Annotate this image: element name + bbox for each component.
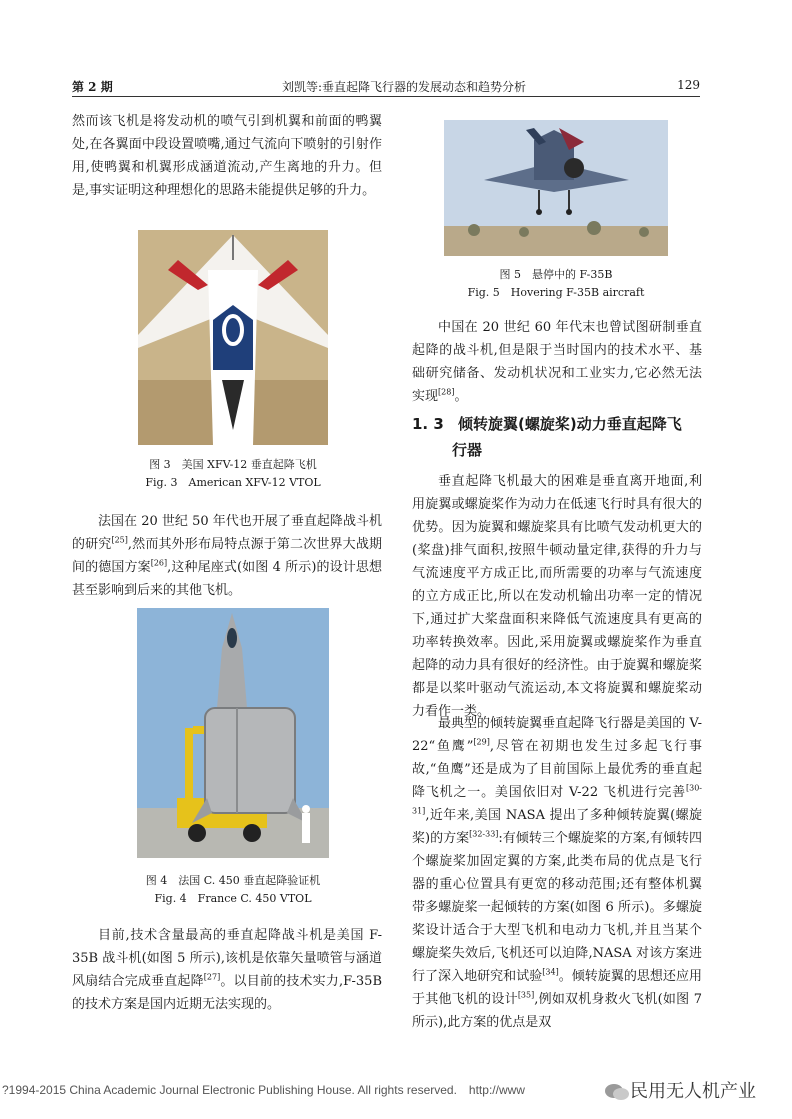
section-title: 行器 bbox=[452, 441, 483, 459]
citation: [27] bbox=[203, 972, 221, 982]
citation: [29] bbox=[473, 737, 490, 747]
left-paragraph-1 bbox=[72, 110, 382, 202]
paragraph-text: 目前,技术含量最高的垂直起降战斗机是美国 F-35B 战斗机(如图 5 所示),该机是依靠矢量喷管与涵道风扇结合完成垂直起降 bbox=[72, 928, 382, 989]
section-title: 倾转旋翼(螺旋桨)动力垂直起降飞 bbox=[458, 415, 682, 433]
caption-en: Fig. 4 France C. 450 VTOL bbox=[154, 892, 312, 905]
paragraph-text: 然而该飞机是将发动机的喷气引到机翼和前面的鸭翼处,在各翼面中段设置喷嘴,通过气流向下喷射的引射作用,使鸭翼和机翼形成涵道流动,产生离地的升力。但是,事实证明这种理想化的思路未能提供足够的升力。 bbox=[72, 114, 382, 198]
left-paragraph-2 bbox=[72, 510, 382, 602]
right-paragraph-2 bbox=[412, 470, 702, 723]
paragraph-text: 中国在 20 世纪 60 年代末也曾试图研制垂直起降的战斗机,但是限于当时国内的技术水平、基础研究储备、发动机状况和工业实力,它必然无法实现 bbox=[412, 320, 702, 404]
section-number: 1. 3 bbox=[412, 415, 444, 433]
paragraph-text: 。以目前的技术实力,F-35B 的技术方案是国内近期无法实现的。 bbox=[72, 974, 382, 1012]
paragraph-text: 最典型的倾转旋翼垂直起降飞行器是美国的 V-22“鱼鹰” bbox=[412, 716, 702, 754]
page-number: 129 bbox=[677, 78, 700, 92]
citation: [28] bbox=[438, 387, 455, 397]
figure-4-caption bbox=[83, 872, 383, 908]
paragraph-text: :有倾转三个螺旋桨的方案,有倾转四个螺旋桨加固定翼的方案,此类布局的优点是飞行器的重心位置具有更宽的移动范围;还有整体机翼带多螺旋桨一起倾转的方案(如图 6 所示)。多螺旋桨设计适合于大型飞机和电动力飞机,并且当某个螺旋桨失效后,飞机还可以迫降,NASA 对该方案进行了深入地研究和试验 bbox=[412, 831, 703, 984]
caption-cn: 图 5 悬停中的 F-35B bbox=[499, 268, 613, 281]
caption-en: Fig. 3 American XFV-12 VTOL bbox=[145, 476, 321, 489]
right-paragraph-1 bbox=[412, 316, 702, 408]
paragraph-text: 。 bbox=[454, 389, 468, 404]
paragraph-text: ,然而其外形布局特点源于第二次世界大战期间的德国方案 bbox=[72, 537, 382, 575]
figure-4-image bbox=[137, 608, 329, 858]
citation: [30-31] bbox=[412, 783, 702, 816]
right-paragraph-3 bbox=[412, 712, 702, 1034]
copyright-notice: ?1994-2015 China Academic Journal Electronic Publishing House. All rights reserved. http://www bbox=[2, 1083, 525, 1097]
running-header bbox=[72, 74, 700, 97]
citation: [25] bbox=[111, 535, 128, 545]
citation: [26] bbox=[150, 558, 168, 568]
figure-5-caption bbox=[406, 266, 706, 302]
page-footer bbox=[0, 1077, 792, 1103]
section-heading bbox=[412, 411, 702, 463]
citation: [32-33] bbox=[469, 829, 499, 839]
paragraph-text: ,这种尾座式(如图 4 所示)的设计思想甚至影响到后来的其他飞机。 bbox=[72, 560, 382, 598]
citation: [34] bbox=[542, 967, 559, 977]
caption-cn: 图 3 美国 XFV-12 垂直起降飞机 bbox=[149, 458, 317, 471]
watermark-text: 民用无人机产业 bbox=[630, 1081, 756, 1102]
watermark bbox=[604, 1077, 756, 1103]
figure-3-caption bbox=[83, 456, 383, 492]
paragraph-text: 法国在 20 世纪 50 年代也开展了垂直起降战斗机的研究 bbox=[72, 514, 382, 552]
running-title: 刘凯等:垂直起降飞行器的发展动态和趋势分析 bbox=[282, 80, 527, 94]
paragraph-text: ,例如双机身救火飞机(如图 7 所示),此方案的优点是双 bbox=[412, 992, 702, 1030]
paragraph-text: ,尽管在初期也发生过多起飞行事故,“鱼鹰”还是成为了目前国际上最优秀的垂直起降飞机之一。美国依旧对 V-22 飞机进行完善 bbox=[412, 739, 702, 800]
caption-en: Fig. 5 Hovering F-35B aircraft bbox=[467, 286, 645, 299]
figure-3-image bbox=[138, 230, 328, 445]
paragraph-text: 。倾转旋翼的思想还应用于其他飞机的设计 bbox=[412, 969, 702, 1007]
left-paragraph-3 bbox=[72, 924, 382, 1016]
paragraph-text: ,近年来,美国 NASA 提出了多种倾转旋翼(螺旋桨)的方案 bbox=[412, 808, 702, 846]
wechat-icon bbox=[604, 1082, 630, 1102]
paragraph-text: 垂直起降飞机最大的困难是垂直离开地面,利用旋翼或螺旋桨作为动力在低速飞行时具有很大的优势。因为旋翼和螺旋桨具有比喷气发动机更大的(桨盘)排气面积,按照牛顿动量定律,获得的升力与气流速度平方成正比,而所需要的功率与气流速度的立方成正比,所以在发动机输出功率一定的情况下,通过扩大桨盘面积来降低气流速度具有更高的功率转换效率。因此,采用旋翼或螺旋桨作为垂直起降的动力具有很好的经济性。由于旋翼和螺旋桨都是以桨叶驱动气流运动,本文将旋翼和螺旋桨动力看作一类。 bbox=[412, 474, 702, 719]
caption-cn: 图 4 法国 C. 450 垂直起降验证机 bbox=[145, 874, 321, 887]
issue-label: 第 2 期 bbox=[72, 80, 113, 94]
figure-5-image bbox=[444, 120, 668, 256]
citation: [35] bbox=[517, 990, 535, 1000]
